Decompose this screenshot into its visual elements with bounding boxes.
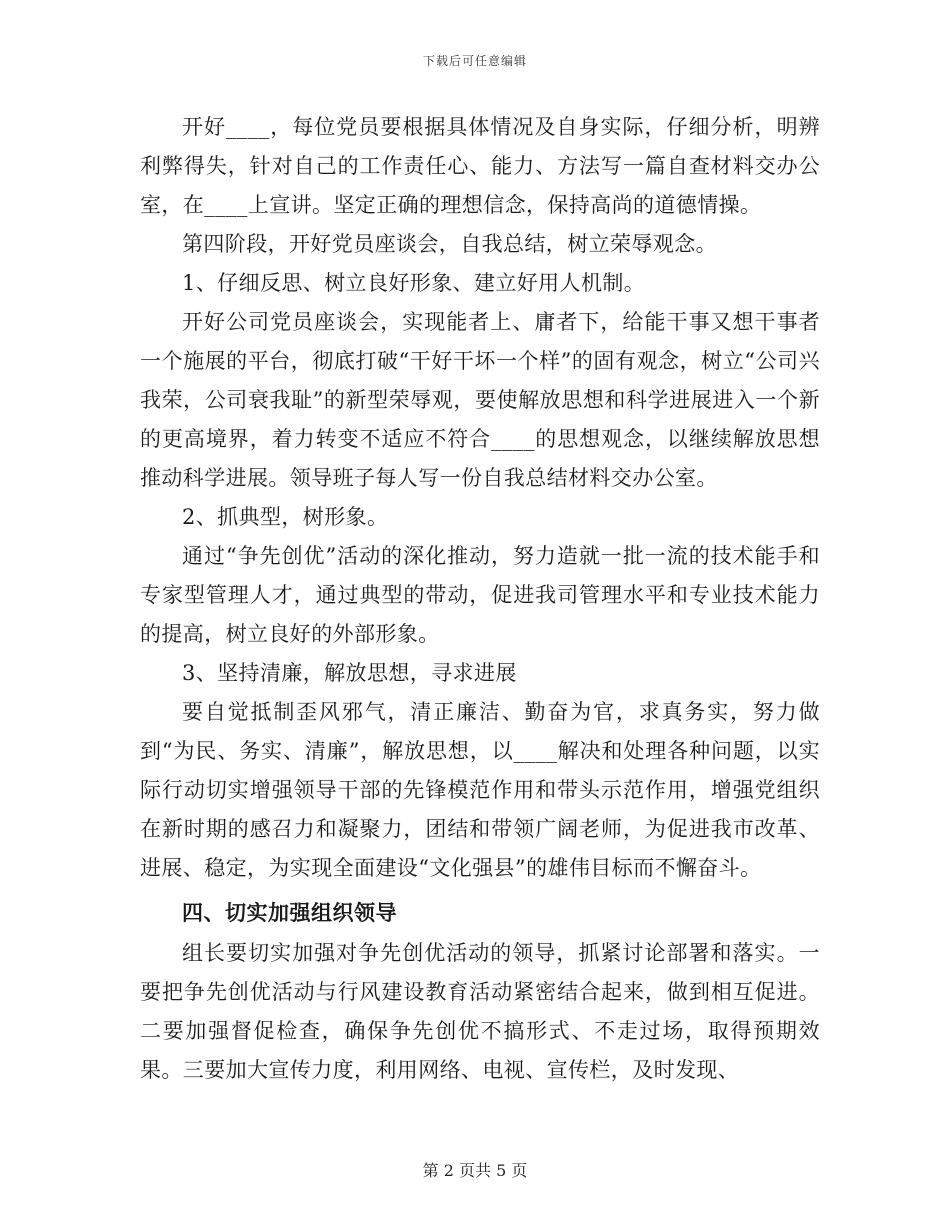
- item-three-text: 要自觉抵制歪风邪气，清正廉洁、勤奋为官，求真务实，努力做到“为民、务实、清廉”，解放思想，以____解决和处理各种问题，以实际行动切实增强领导干部的先锋模范作用和带头示范作用，增强党组织在新时期的感召力和凝聚力，团结和带领广阔老师，为促进我市改革、进展、稳定，为实现全面建设“文化强县”的雄伟目标而不懈奋斗。: [140, 700, 820, 880]
- stage-four-heading: 第四阶段，开好党员座谈会，自我总结，树立荣辱观念。: [182, 232, 717, 256]
- item-one-title: 1、仔细反思、树立良好形象、建立好用人机制。: [182, 271, 646, 295]
- paragraph-intro: 开好____，每位党员要根据具体情况及自身实际，仔细分析，明辨利弊得失，针对自己的工作责任心、能力、方法写一篇自查材料交办公室，在____上宣讲。坚定正确的理想信念，保持高尚的道德情操。: [140, 115, 820, 217]
- section-four-title: 四、切实加强组织领导: [182, 901, 397, 925]
- document-body: [140, 108, 820, 1090]
- page-header-note: 下载后可任意编辑: [422, 54, 527, 68]
- item-two-text: 通过“争先创优”活动的深化推动，努力造就一批一流的技术能手和专家型管理人才，通过典型的带动，促进我司管理水平和专业技术能力的提高，树立良好的外部形象。: [140, 544, 820, 646]
- item-three-title: 3、坚持清廉，解放思想，寻求进展: [182, 661, 517, 685]
- item-one-text: 开好公司党员座谈会，实现能者上、庸者下，给能干事又想干事者一个施展的平台，彻底打破“干好干坏一个样”的固有观念，树立“公司兴我荣，公司衰我耻”的新型荣辱观，要使解放思想和科学进展进入一个新的更高境界，着力转变不适应不符合____的思想观念，以继续解放思想推动科学进展。领导班子每人写一份自我总结材料交办公室。: [140, 310, 820, 490]
- section-four-text: 组长要切实加强对争先创优活动的领导，抓紧讨论部署和落实。一要把争先创优活动与行风建设教育活动紧密结合起来，做到相互促进。二要加强督促检查，确保争先创优不搞形式、不走过场，取得预期效果。三要加大宣传力度，利用网络、电视、宣传栏，及时发现、: [140, 941, 820, 1082]
- page-number: 第 2 页共 5 页: [422, 1161, 528, 1180]
- item-two-title: 2、抓典型，树形象。: [182, 505, 389, 529]
